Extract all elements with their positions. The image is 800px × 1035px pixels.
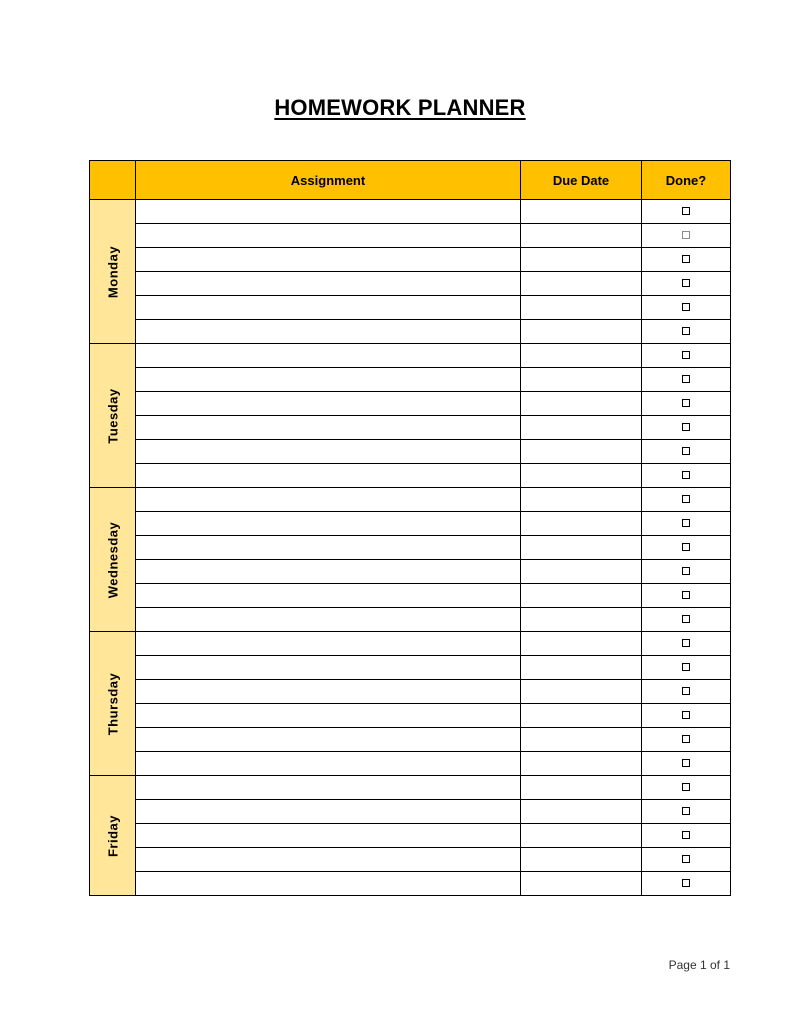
checkbox-icon[interactable] [682,615,690,623]
assignment-cell[interactable] [136,800,521,824]
assignment-cell[interactable] [136,680,521,704]
day-label: Thursday [105,672,120,735]
checkbox-icon[interactable] [682,711,690,719]
checkbox-icon[interactable] [682,303,690,311]
done-cell [642,824,731,848]
due-date-cell[interactable] [521,224,642,248]
done-cell [642,776,731,800]
due-date-cell[interactable] [521,512,642,536]
due-date-cell[interactable] [521,272,642,296]
assignment-cell[interactable] [136,752,521,776]
table-row [90,728,731,752]
checkbox-icon[interactable] [682,591,690,599]
day-cell-tuesday [90,344,136,488]
checkbox-icon[interactable] [682,807,690,815]
assignment-cell[interactable] [136,536,521,560]
table-row [90,632,731,656]
checkbox-icon[interactable] [682,639,690,647]
table-row [90,296,731,320]
table-row [90,224,731,248]
due-date-cell[interactable] [521,368,642,392]
day-column-header [90,161,136,200]
done-cell [642,608,731,632]
done-cell [642,416,731,440]
due-date-cell[interactable] [521,464,642,488]
due-date-cell[interactable] [521,848,642,872]
due-date-cell[interactable] [521,824,642,848]
assignment-cell[interactable] [136,392,521,416]
assignment-cell[interactable] [136,416,521,440]
assignment-cell[interactable] [136,224,521,248]
done-cell [642,440,731,464]
assignment-cell[interactable] [136,656,521,680]
due-date-cell[interactable] [521,632,642,656]
due-date-cell[interactable] [521,656,642,680]
due-date-cell[interactable] [521,680,642,704]
table-row [90,560,731,584]
checkbox-icon[interactable] [682,663,690,671]
due-date-cell[interactable] [521,776,642,800]
checkbox-icon[interactable] [682,759,690,767]
header-row [90,161,731,200]
due-date-cell[interactable] [521,560,642,584]
assignment-cell[interactable] [136,368,521,392]
assignment-cell[interactable] [136,608,521,632]
table-row [90,344,731,368]
due-date-cell[interactable] [521,584,642,608]
table-row [90,752,731,776]
due-date-cell[interactable] [521,704,642,728]
assignment-cell[interactable] [136,440,521,464]
checkbox-icon[interactable] [682,423,690,431]
due-date-cell[interactable] [521,488,642,512]
assignment-cell[interactable] [136,776,521,800]
done-cell [642,800,731,824]
table-row [90,704,731,728]
due-date-column-header: Due Date [521,161,642,200]
assignment-cell[interactable] [136,200,521,224]
table-row [90,320,731,344]
checkbox-icon[interactable] [682,471,690,479]
checkbox-icon[interactable] [682,519,690,527]
table-row [90,800,731,824]
day-label: Wednesday [105,521,120,598]
due-date-cell[interactable] [521,440,642,464]
page-title: HOMEWORK PLANNER [274,95,526,120]
day-cell-thursday [90,632,136,776]
table-row [90,848,731,872]
table-row [90,680,731,704]
table-row [90,512,731,536]
due-date-cell[interactable] [521,752,642,776]
checkbox-icon[interactable] [682,735,690,743]
day-label: Tuesday [105,387,120,444]
checkbox-icon[interactable] [682,207,690,215]
due-date-cell[interactable] [521,296,642,320]
due-date-cell[interactable] [521,800,642,824]
done-cell [642,512,731,536]
table-row [90,776,731,800]
assignment-cell[interactable] [136,824,521,848]
checkbox-icon[interactable] [682,375,690,383]
done-cell [642,704,731,728]
assignment-cell[interactable] [136,344,521,368]
day-cell-friday [90,776,136,896]
due-date-cell[interactable] [521,872,642,896]
assignment-cell[interactable] [136,560,521,584]
done-column-header: Done? [642,161,731,200]
table-row [90,488,731,512]
done-cell [642,200,731,224]
checkbox-icon[interactable] [682,255,690,263]
due-date-cell[interactable] [521,728,642,752]
done-cell [642,344,731,368]
checkbox-icon[interactable] [682,447,690,455]
assignment-cell[interactable] [136,272,521,296]
done-cell [642,728,731,752]
due-date-cell[interactable] [521,248,642,272]
table-row [90,584,731,608]
table-row [90,872,731,896]
page-number: Page 1 of 1 [668,958,730,972]
assignment-column-header: Assignment [136,161,521,200]
day-cell-monday [90,200,136,344]
table-row [90,656,731,680]
due-date-cell[interactable] [521,392,642,416]
day-label: Friday [105,814,120,857]
checkbox-icon[interactable] [682,879,690,887]
checkbox-icon[interactable] [682,687,690,695]
homework-table [89,160,731,896]
day-cell-wednesday [90,488,136,632]
done-cell [642,488,731,512]
table-row [90,824,731,848]
assignment-cell[interactable] [136,320,521,344]
done-cell [642,392,731,416]
assignment-cell[interactable] [136,704,521,728]
assignment-cell[interactable] [136,584,521,608]
checkbox-icon[interactable] [682,327,690,335]
table-row [90,392,731,416]
assignment-cell[interactable] [136,728,521,752]
checkbox-icon[interactable] [682,495,690,503]
done-cell [642,320,731,344]
done-cell [642,584,731,608]
day-label: Monday [105,245,120,298]
table-row [90,368,731,392]
done-cell [642,272,731,296]
assignment-cell[interactable] [136,848,521,872]
due-date-cell[interactable] [521,608,642,632]
assignment-cell[interactable] [136,488,521,512]
assignment-cell[interactable] [136,872,521,896]
checkbox-icon[interactable] [682,567,690,575]
table-row [90,272,731,296]
done-cell [642,368,731,392]
done-cell [642,296,731,320]
done-cell [642,536,731,560]
assignment-cell[interactable] [136,464,521,488]
due-date-cell[interactable] [521,320,642,344]
done-cell [642,224,731,248]
checkbox-icon[interactable] [682,399,690,407]
due-date-cell[interactable] [521,536,642,560]
checkbox-icon[interactable] [682,543,690,551]
checkbox-icon[interactable] [682,351,690,359]
table-row [90,536,731,560]
checkbox-icon[interactable] [682,783,690,791]
done-cell [642,464,731,488]
assignment-cell[interactable] [136,632,521,656]
done-cell [642,680,731,704]
table-row [90,464,731,488]
done-cell [642,560,731,584]
assignment-cell[interactable] [136,296,521,320]
planner-body [90,200,731,896]
table-row [90,416,731,440]
table-row [90,200,731,224]
checkbox-icon[interactable] [682,279,690,287]
done-cell [642,656,731,680]
table-row [90,440,731,464]
due-date-cell[interactable] [521,200,642,224]
due-date-cell[interactable] [521,344,642,368]
done-cell [642,872,731,896]
done-cell [642,848,731,872]
done-cell [642,752,731,776]
done-cell [642,632,731,656]
checkbox-icon[interactable] [682,231,690,239]
table-row [90,608,731,632]
done-cell [642,248,731,272]
table-row [90,248,731,272]
checkbox-icon[interactable] [682,855,690,863]
assignment-cell[interactable] [136,248,521,272]
due-date-cell[interactable] [521,416,642,440]
checkbox-icon[interactable] [682,831,690,839]
assignment-cell[interactable] [136,512,521,536]
